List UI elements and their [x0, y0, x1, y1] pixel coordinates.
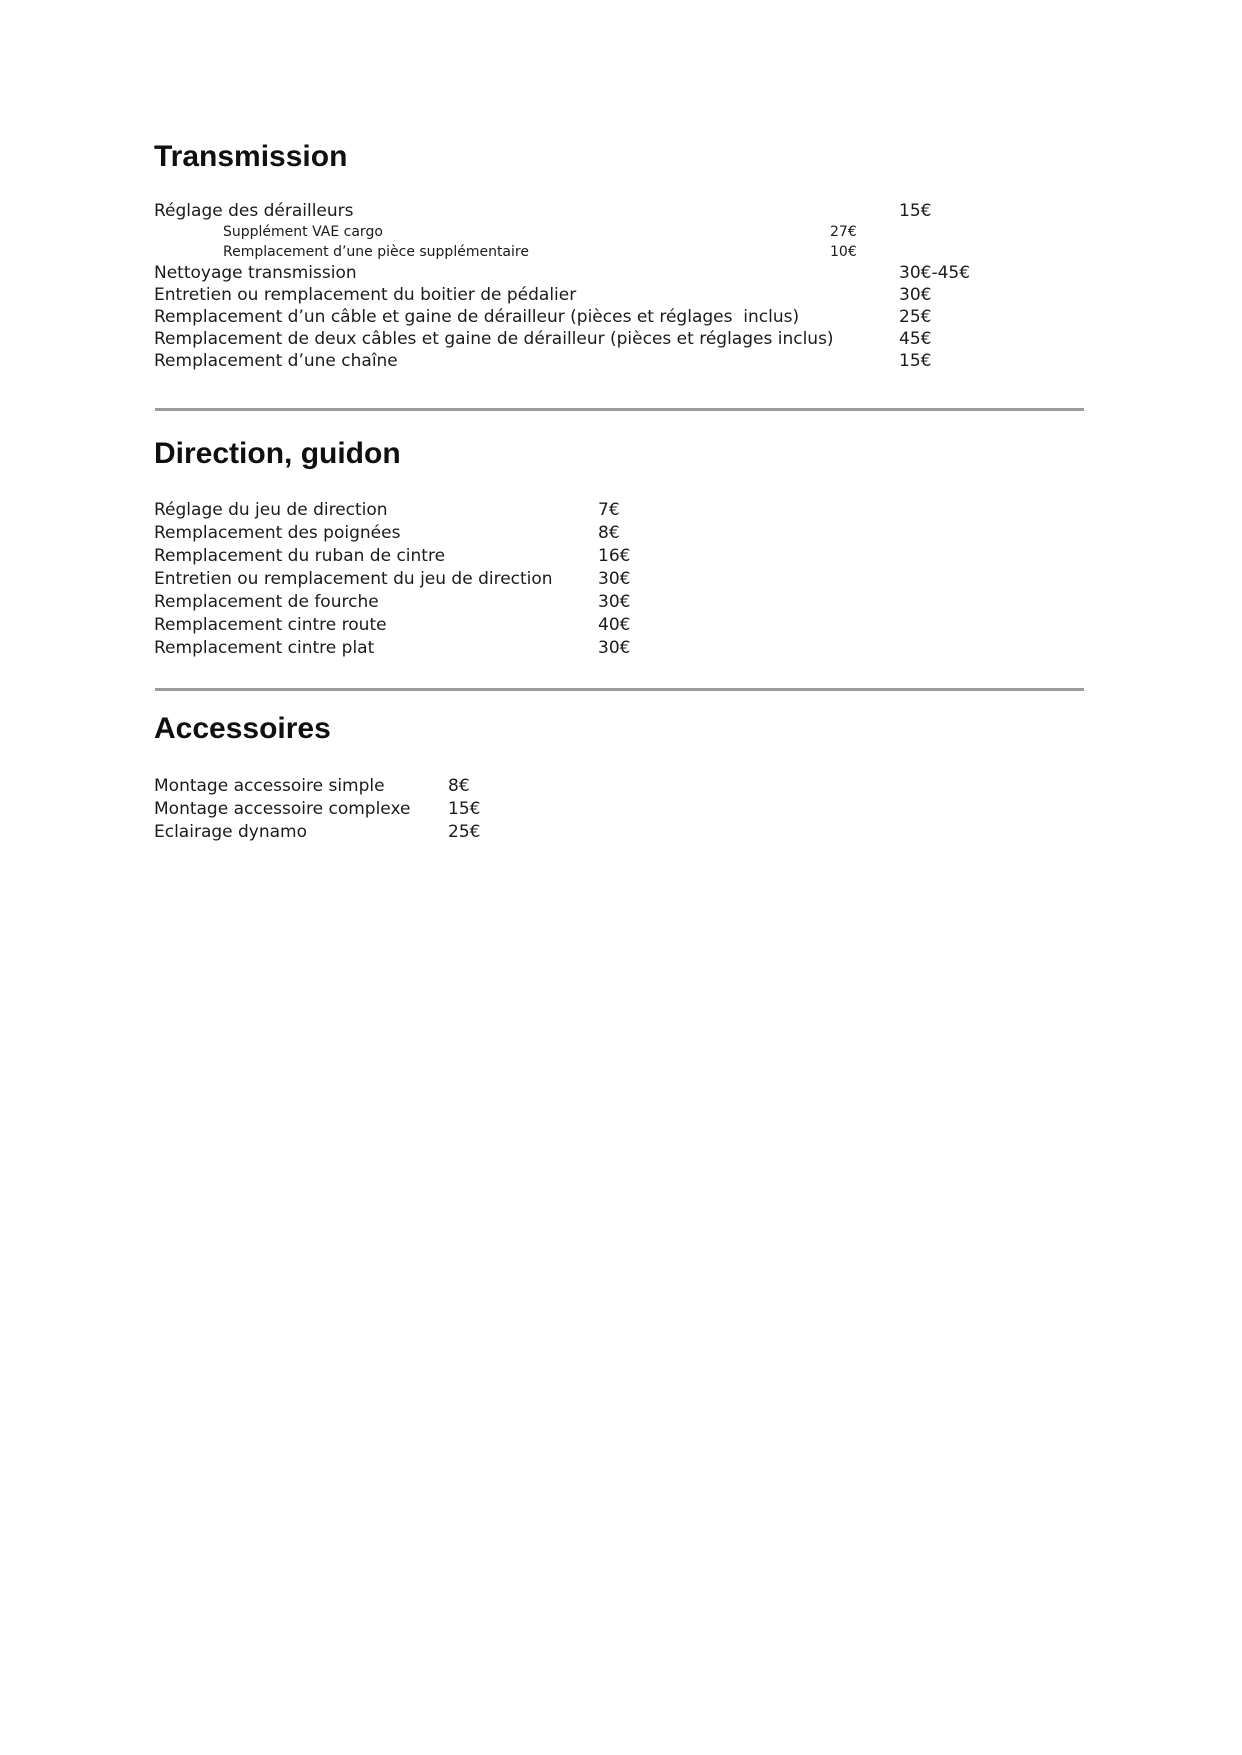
price-row: [154, 350, 1114, 372]
price-row: [154, 637, 1114, 660]
service-label: Entretien ou remplacement du jeu de direction: [154, 569, 553, 589]
service-label: Remplacement des poignées: [154, 523, 401, 543]
service-label: Remplacement d’une chaîne: [154, 351, 398, 371]
service-label: Eclairage dynamo: [154, 822, 308, 842]
service-label: Montage accessoire simple: [154, 776, 385, 796]
price-row: [154, 821, 1114, 844]
section-rows-transmission: [154, 200, 1114, 372]
price-row: [154, 775, 1114, 798]
price-row: [154, 798, 1114, 821]
price-row: [154, 614, 1114, 637]
price-row: [154, 545, 1114, 568]
service-label: Remplacement d’une pièce supplémentaire: [223, 244, 529, 260]
section-heading-transmission: Transmission: [154, 140, 348, 173]
price-row: [154, 499, 1114, 522]
price-row: [154, 262, 1114, 284]
service-price: 15€: [899, 351, 932, 371]
price-row: [154, 568, 1114, 591]
service-label: Remplacement d’un câble et gaine de dérailleur (pièces et réglages inclus): [154, 307, 800, 327]
section-heading-direction-guidon: Direction, guidon: [154, 437, 401, 470]
section-heading-accessoires: Accessoires: [154, 712, 331, 745]
service-label: Remplacement cintre plat: [154, 638, 375, 658]
price-row: [154, 284, 1114, 306]
service-price: 27€: [830, 224, 857, 240]
section-divider: [155, 688, 1084, 691]
price-row: [154, 328, 1114, 350]
service-label: Réglage des dérailleurs: [154, 201, 354, 221]
section-rows-accessoires: [154, 775, 1114, 844]
service-label: Remplacement du ruban de cintre: [154, 546, 446, 566]
service-label: Réglage du jeu de direction: [154, 500, 388, 520]
service-price: 8€: [598, 523, 620, 543]
section-divider: [155, 408, 1084, 411]
service-price: 10€: [830, 244, 857, 260]
service-price: 30€-45€: [899, 263, 971, 283]
service-price: 15€: [448, 799, 481, 819]
price-row: [154, 242, 1114, 262]
service-label: Nettoyage transmission: [154, 263, 357, 283]
service-label: Montage accessoire complexe: [154, 799, 411, 819]
service-price: 15€: [899, 201, 932, 221]
price-row: [154, 306, 1114, 328]
service-price: 30€: [598, 592, 631, 612]
service-price: 25€: [448, 822, 481, 842]
service-price: 45€: [899, 329, 932, 349]
service-label: Entretien ou remplacement du boitier de pédalier: [154, 285, 577, 305]
service-price: 40€: [598, 615, 631, 635]
price-row: [154, 222, 1114, 242]
price-row: [154, 591, 1114, 614]
section-rows-direction-guidon: [154, 499, 1114, 660]
service-label: Remplacement de deux câbles et gaine de dérailleur (pièces et réglages inclus): [154, 329, 834, 349]
service-label: Supplément VAE cargo: [223, 224, 383, 240]
price-row: [154, 522, 1114, 545]
service-price: 30€: [598, 638, 631, 658]
service-price: 30€: [598, 569, 631, 589]
service-price: 30€: [899, 285, 932, 305]
service-price: 7€: [598, 500, 620, 520]
service-label: Remplacement cintre route: [154, 615, 387, 635]
service-price: 8€: [448, 776, 470, 796]
service-label: Remplacement de fourche: [154, 592, 379, 612]
service-price: 16€: [598, 546, 631, 566]
price-row: [154, 200, 1114, 222]
service-price: 25€: [899, 307, 932, 327]
